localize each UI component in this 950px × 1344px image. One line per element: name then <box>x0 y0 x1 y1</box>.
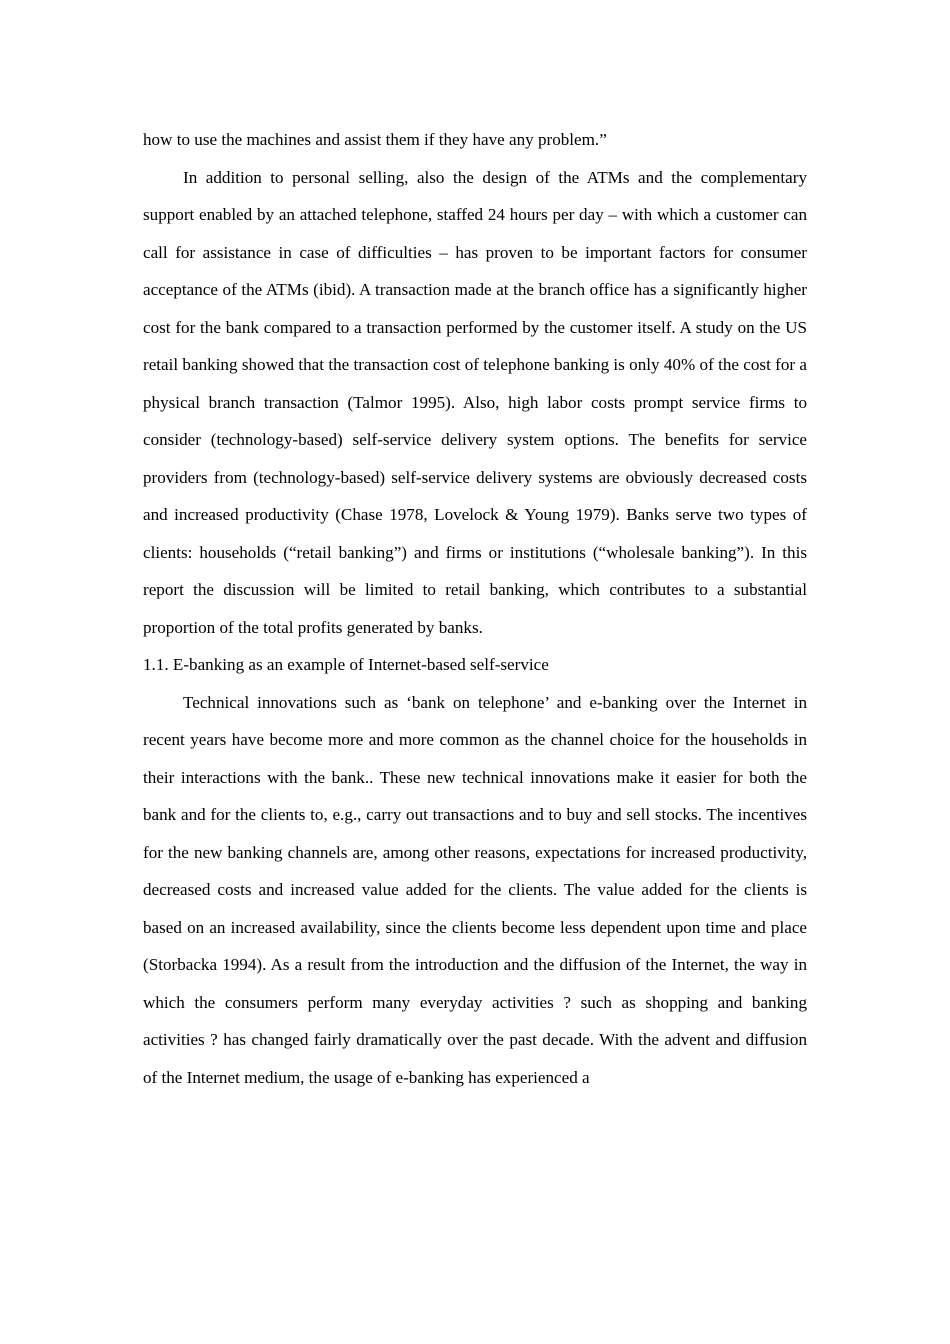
paragraph-continuation: how to use the machines and assist them if they have any problem.” <box>143 130 607 149</box>
paragraph-atms-self-service: In addition to personal selling, also the design of the ATMs and the complementary support enabled by an attached telephone, staffed 24 hours per day – with which a customer can call for assistance in case of difficulties – has proven to be important factors for consumer acceptance of the ATMs (ibid). A transaction made at the branch office has a significantly higher cost for the bank compared to a transaction performed by the customer itself. A study on the US retail banking showed that the transaction cost of telephone banking is only 40% of the cost for a physical branch transaction (Talmor 1995). Also, high labor costs prompt service firms to consider (technology-based) self-service delivery system options. The benefits for service providers from (technology-based) self-service delivery systems are obviously decreased costs and increased productivity (Chase 1978, Lovelock & Young 1979). Banks serve two types of clients: households (“retail banking”) and firms or institutions (“wholesale banking”). In this report the discussion will be limited to retail banking, which contributes to a substantial proportion of the total profits generated by banks. <box>143 167 807 637</box>
paragraph-ebanking-internet: Technical innovations such as ‘bank on telephone’ and e-banking over the Internet in recent years have become more and more common as the channel choice for the households in their interactions with the bank.. These new technical innovations make it easier for both the bank and for the clients to, e.g., carry out transactions and to buy and sell stocks. The incentives for the new banking channels are, among other reasons, expectations for increased productivity, decreased costs and increased value added for the clients. The value added for the clients is based on an increased availability, since the clients become less dependent upon time and place (Storbacka 1994). As a result from the introduction and the diffusion of the Internet, the way in which the consumers perform many everyday activities ? such as shopping and banking activities ? has changed fairly dramatically over the past decade. With the advent and diffusion of the Internet medium, the usage of e-banking has experienced a <box>143 692 807 1087</box>
section-heading-1-1: 1.1. E-banking as an example of Internet-based self-service <box>143 655 549 674</box>
text-column <box>143 121 807 1096</box>
